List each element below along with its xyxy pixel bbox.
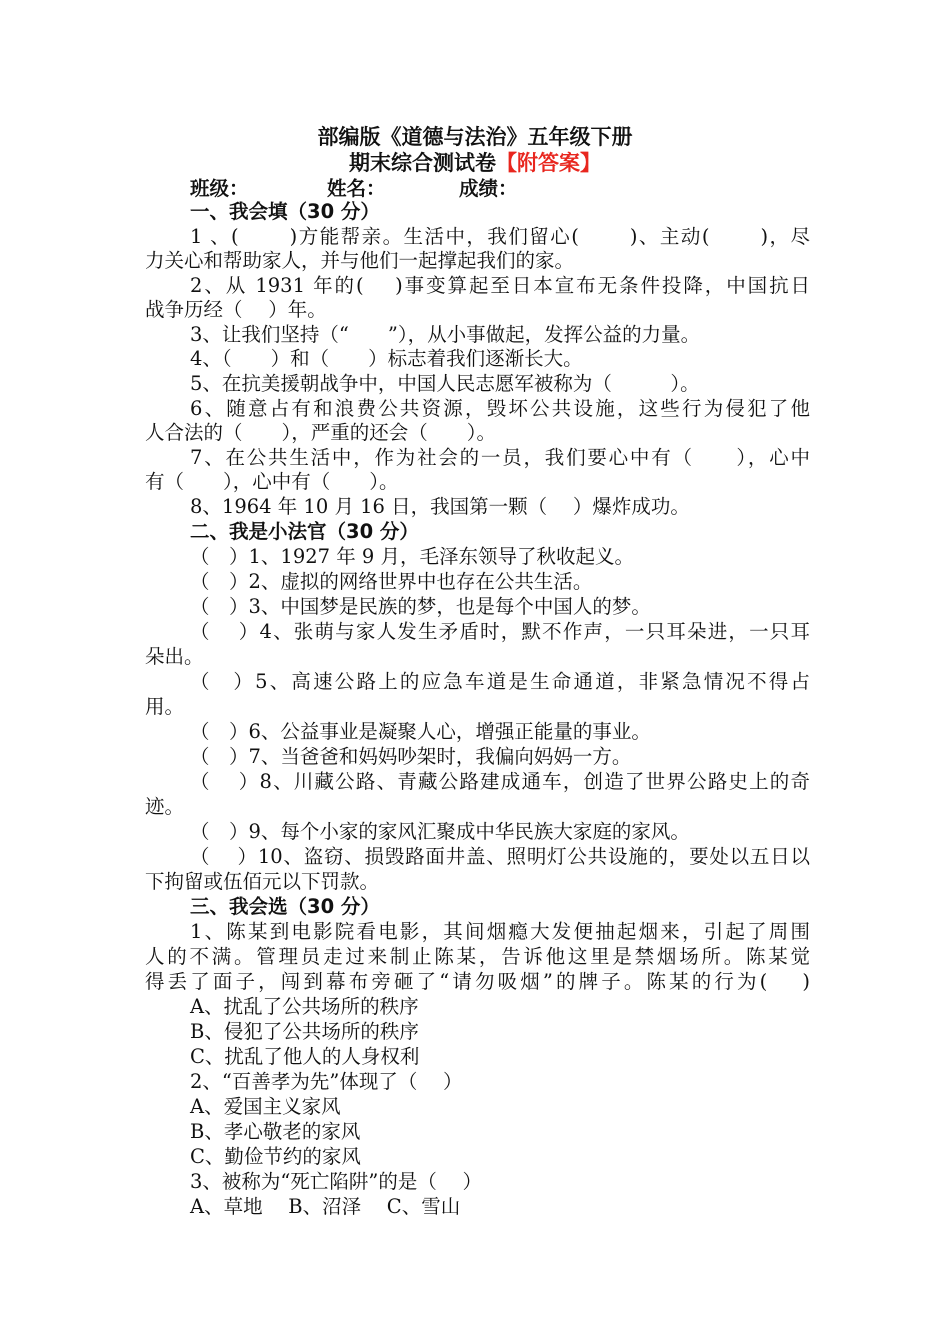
choice-option: B、孝心敬老的家风: [190, 1120, 361, 1143]
question-line: （ ）7、当爸爸和妈妈吵架时，我偏向妈妈一方。: [190, 745, 632, 768]
question-line: 用。: [145, 695, 185, 718]
question-line: （ ）3、中国梦是民族的梦，也是每个中国人的梦。: [190, 595, 651, 618]
exam-subtitle: [0, 150, 950, 176]
question-line: （ ）10、盗窃、损毁路面井盖、照明灯公共设施的，要处以五日以: [190, 845, 810, 868]
section-heading-judge: 二、我是小法官（30 分）: [190, 520, 419, 543]
question-line: （ ）5、高速公路上的应急车道是生命通道，非紧急情况不得占: [190, 670, 810, 693]
choice-option: A、草地 B、沼泽 C、雪山: [190, 1195, 461, 1218]
question-line: 4、（ ）和（ ）标志着我们逐渐长大。: [190, 347, 583, 370]
question-line: 2、从 1931 年的( )事变算起至日本宣布无条件投降，中国抗日: [190, 274, 810, 297]
question-line: 有（ ），心中有（ ）。: [145, 470, 399, 493]
question-line: 3、让我们坚持（“ ”），从小事做起，发挥公益的力量。: [190, 323, 701, 346]
question-line: 8、1964 年 10 月 16 日，我国第一颗（ ）爆炸成功。: [190, 495, 690, 518]
question-line: （ ）8、川藏公路、青藏公路建成通车，创造了世界公路史上的奇: [190, 770, 810, 793]
question-line: 得丢了面子，闯到幕布旁砸了“请勿吸烟”的牌子。陈某的行为( ): [145, 970, 810, 993]
question-line: 6、随意占有和浪费公共资源，毁坏公共设施，这些行为侵犯了他: [190, 397, 810, 420]
question-line: 迹。: [145, 795, 185, 818]
question-line: （ ）6、公益事业是凝聚人心，增强正能量的事业。: [190, 720, 651, 743]
question-line: 人合法的（ ），严重的还会（ ）。: [145, 421, 497, 444]
question-line: （ ）4、张萌与家人发生矛盾时，默不作声，一只耳朵进，一只耳: [190, 620, 810, 643]
question-line: 人的不满。管理员走过来制止陈某，告诉他这里是禁烟场所。陈某觉: [145, 945, 810, 968]
student-info-row: [190, 177, 810, 201]
question-line: 7、在公共生活中，作为社会的一员，我们要心中有（ ），心中: [190, 446, 810, 469]
question-line: 2、“百善孝为先”体现了（ ）: [190, 1070, 463, 1093]
class-label: 班级：: [190, 177, 249, 200]
choice-option: A、扰乱了公共场所的秩序: [190, 995, 419, 1018]
choice-option: C、扰乱了他人的人身权利: [190, 1045, 420, 1068]
question-line: 下拘留或伍佰元以下罚款。: [145, 870, 380, 893]
subtitle-main: 期末综合测试卷: [349, 151, 496, 175]
choice-option: A、爱国主义家风: [190, 1095, 341, 1118]
question-line: 朵出。: [145, 645, 204, 668]
name-label: 姓名：: [327, 177, 386, 200]
question-line: （ ）2、虚拟的网络世界中也存在公共生活。: [190, 570, 593, 593]
question-line: 力关心和帮助家人，并与他们一起撑起我们的家。: [145, 249, 575, 272]
question-line: 1 、( )方能帮亲。生活中，我们留心( )、主动( )，尽: [190, 225, 810, 248]
choice-option: B、侵犯了公共场所的秩序: [190, 1020, 419, 1043]
section-heading-choice: 三、我会选（30 分）: [190, 895, 380, 918]
answer-note: 【附答案】: [496, 151, 601, 175]
question-line: （ ）1、1927 年 9 月，毛泽东领导了秋收起义。: [190, 545, 635, 568]
question-line: 1、陈某到电影院看电影，其间烟瘾大发便抽起烟来，引起了周围: [190, 920, 810, 943]
choice-option: C、勤俭节约的家风: [190, 1145, 361, 1168]
question-line: 3、被称为“死亡陷阱”的是（ ）: [190, 1170, 483, 1193]
question-line: 5、在抗美援朝战争中，中国人民志愿军被称为（ ）。: [190, 372, 700, 395]
question-line: （ ）9、每个小家的家风汇聚成中华民族大家庭的家风。: [190, 820, 690, 843]
score-label: 成绩：: [459, 177, 518, 200]
section-heading-fill: 一、我会填（30 分）: [190, 200, 380, 223]
question-line: 战争历经（ ）年。: [145, 298, 327, 321]
exam-title: 部编版《道德与法治》五年级下册: [317, 125, 633, 149]
